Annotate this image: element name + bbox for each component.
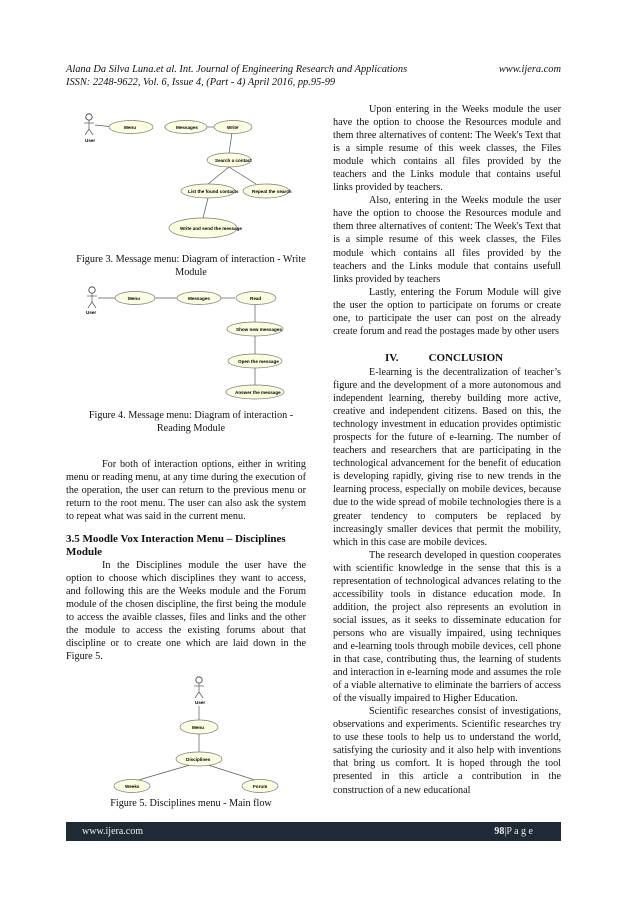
usecase-disciplines xyxy=(176,752,222,766)
usecase-open xyxy=(228,354,282,368)
paragraph: Upon entering in the Weeks module the user have the option to choose the Resources module and them three alternatives of content: The Week's Text that is a simple resume of this week classes, the Files module which contains all files provided by the teachers and the Links module that contains useful links provided by teachers. xyxy=(333,104,561,194)
svg-text:Menu: Menu xyxy=(124,125,136,130)
paragraph: The research developed in question cooperates with scientific knowledge in the sense that this is a representation of technological advances relating to the accessibility tools in distance education mode. In addition, the project also represents an evolution in social issues, as it seeks to disseminate education for persons who are visually impaired, using techniques and e-learning tools through mobile devices, cell phone in that case, contributing thus, the learning of students and interaction in e-learning mode and assumes the role of a viable alternative to eliminate the barriers of access of the visually impaired to Higher Education. xyxy=(333,549,561,705)
usecase-menu xyxy=(109,121,153,134)
usecase-messages xyxy=(165,121,207,134)
paragraph: In the Disciplines module the user have the option to choose which disciplines they want to access, and following this are the Weeks module and the Forum module of the chosen discipline, the first being the module to access the avaible classes, files and links and the other the module to access the existing forums about that discipline or to create one which are laid down in the Figure 5. xyxy=(66,560,306,663)
svg-text:Messages: Messages xyxy=(176,125,198,130)
svg-text:Answer the message: Answer the message xyxy=(235,390,281,395)
figure-5-diagram xyxy=(110,673,285,798)
usecase-weeks xyxy=(114,780,150,793)
figure-4-caption: Figure 4. Message menu: Diagram of interaction - Reading Module xyxy=(88,410,294,434)
header-issn: ISSN: 2248-9622, Vol. 6, Issue 4, (Part - 4) April 2016, pp.95-99 xyxy=(66,77,336,88)
svg-text:User: User xyxy=(86,310,97,315)
usecase-repeat xyxy=(243,184,292,198)
svg-text:Open the message: Open the message xyxy=(238,359,279,364)
figure-3-caption: Figure 3. Message menu: Diagram of interaction - Write Module xyxy=(76,254,306,278)
footer-website: www.ijera.com xyxy=(82,826,143,837)
svg-text:Menu: Menu xyxy=(192,725,204,730)
svg-text:Write and send the message: Write and send the message xyxy=(180,226,242,231)
usecase-list xyxy=(181,184,239,198)
section-heading: 3.5 Moodle Vox Interaction Menu – Disciplines Module xyxy=(66,533,286,558)
svg-text:Read: Read xyxy=(250,296,262,301)
usecase-show xyxy=(227,322,283,336)
paragraph: E-learning is the decentralization of teacher’s figure and the development of a more autonomous and independent learning, thereby building more active, creative and independent citizens. Based on this, the technology investment in education provides optimistic prospects for the future of e-learning. The number of teachers and researchers that are participating in the technological advancement for the benefit of education is developing rapidly, giving rise to new trends in the learning process, especially on mobile devices, because due to the wide spread of mobile technologies there is a greater tendency to computers be replaced by increasingly smaller devices that permit the mobility, which in this case are mobile devices. xyxy=(333,367,561,548)
usecase-forum xyxy=(242,780,278,793)
figure-3-diagram xyxy=(76,108,306,248)
svg-text:Messages: Messages xyxy=(188,296,210,301)
svg-text:Forum: Forum xyxy=(253,784,268,789)
svg-text:Weeks: Weeks xyxy=(125,784,140,789)
usecase-menu xyxy=(180,720,218,734)
paragraph: For both of interaction options, either in writing menu or reading menu, at any time during the execution of the operation, the user can return to the previous menu or return to the root menu. The user can also ask the system to repeat what was said in the current menu. xyxy=(66,459,306,523)
svg-text:Disciplines: Disciplines xyxy=(186,757,211,762)
usecase-search xyxy=(207,153,252,167)
svg-text:Search a contact: Search a contact xyxy=(215,158,252,163)
page-footer xyxy=(66,822,561,841)
header-citation: Alana Da Silva Luna.et al. Int. Journal of Engineering Research and Applications xyxy=(66,64,408,75)
svg-text:Write: Write xyxy=(227,125,239,130)
paragraph: Scientific researches consist of investigations, observations and experiments. Scientific researches try to use these tools to help us to understand the world, satisfying the curiosity and it also help with inventions that bring us comfort. It is hoped through the tool presented in this article a contribution in the construction of a new educational xyxy=(333,706,561,796)
figure-4-diagram xyxy=(80,283,300,408)
running-header xyxy=(66,63,561,89)
section-heading-conclusion: IV. CONCLUSION xyxy=(385,352,504,364)
header-website: www.ijera.com xyxy=(498,64,561,75)
page-number: 98|P a g e xyxy=(494,826,533,837)
figure-5-caption: Figure 5. Disciplines menu - Main flow xyxy=(110,798,272,809)
svg-text:List the found contacts: List the found contacts xyxy=(188,189,239,194)
actor-label: User xyxy=(85,138,96,143)
user-actor xyxy=(194,677,205,705)
usecase-menu xyxy=(115,292,155,305)
svg-text:User: User xyxy=(195,700,206,705)
usecase-messages xyxy=(177,292,221,305)
user-actor xyxy=(86,287,97,315)
paragraph: Lastly, entering the Forum Module will give the user the option to participate on forums or create one, to participate the user can post on the already create forum and read the postages made by other users xyxy=(333,286,561,337)
user-actor xyxy=(84,114,95,143)
usecase-answer xyxy=(226,385,284,399)
svg-text:Repeat the search: Repeat the search xyxy=(252,189,292,194)
usecase-send xyxy=(169,218,242,238)
svg-text:Show new messages: Show new messages xyxy=(236,327,282,332)
paragraph: Also, entering in the Weeks module the user have the option to choose the Resources module and them three alternatives of content: The Week's Text that is a simple resume of this week classes, the Files module which contains all files provided by the teachers and the Links module that contains usefull links provided by teachers xyxy=(333,195,561,285)
usecase-read xyxy=(236,292,276,305)
svg-text:Menu: Menu xyxy=(128,296,140,301)
usecase-write xyxy=(214,121,252,134)
